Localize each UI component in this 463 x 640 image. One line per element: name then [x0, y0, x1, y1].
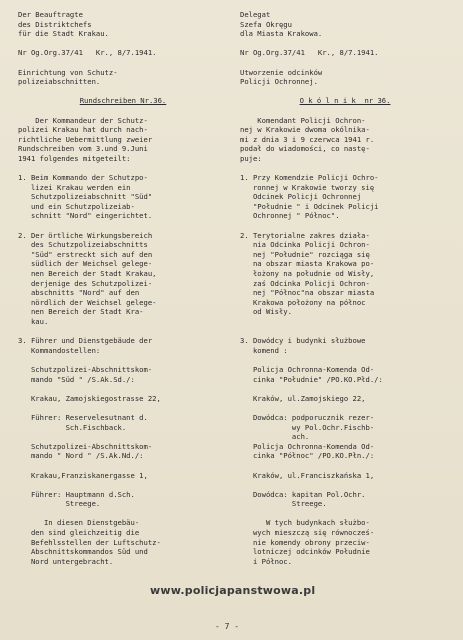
text-line: nej w Krakowie dwoma okólnika-: [240, 125, 370, 135]
text-line: cinka "Południe" /PO.KO.Płd./:: [240, 374, 383, 384]
text-line: na obszar miasta Krakowa po-: [240, 259, 375, 269]
text-line: Odcinek Policji Ochronnej: [240, 192, 362, 202]
polish-column: [240, 10, 450, 566]
text-line: Einrichtung von Schutz-: [18, 67, 118, 77]
text-line: nej "Północ"na obszar miasta: [240, 288, 375, 298]
text-line: Streege.: [18, 499, 101, 509]
text-line: [240, 58, 450, 68]
text-line: und ein Schutzpolizeiab-: [18, 201, 135, 211]
text-line: cinka "Północ" /PO.KO.Płn./:: [240, 451, 375, 461]
text-line: mi z dnia 3 i 9 czerwca 1941 r.: [240, 134, 375, 144]
text-line: [18, 384, 228, 394]
text-line: Krakau,Franziskanergasse 1,: [18, 470, 148, 480]
text-line: abschnitts "Nord" auf den: [18, 288, 140, 298]
text-line: lotniczej odcinków Południe: [240, 547, 370, 557]
text-line: Nr Og.Org.37/41 Kr., 8/7.1941.: [240, 48, 379, 58]
text-line: [18, 355, 228, 365]
text-line: [240, 480, 450, 490]
text-line: kau.: [18, 317, 49, 326]
text-line: polizeiabschnitten.: [18, 77, 101, 87]
text-line: Nr Og.Org.37/41 Kr., 8/7.1941.: [18, 48, 157, 58]
text-line: 2. Der örtliche Wirkungsbereich: [18, 230, 153, 240]
text-line: [240, 461, 450, 471]
text-line: mando "Süd " /S.Ak.Sd./:: [18, 374, 135, 384]
text-line: [18, 509, 228, 519]
text-line: Policja Ochronna-Komenda Od-: [240, 364, 375, 374]
text-line: Schutzpolizeiabschnitt "Süd": [18, 192, 153, 202]
text-line: [240, 87, 450, 97]
text-line: dla Miasta Krakowa.: [240, 29, 323, 39]
text-line: Nord untergebracht.: [18, 556, 114, 566]
text-line: Rundschreiben Nr.36.: [79, 96, 167, 106]
text-line: schnitt "Nord" eingerichtet.: [18, 211, 153, 221]
text-line: Abschnittskommandos Süd und: [18, 547, 148, 557]
text-line: Ochronnej " Północ".: [240, 211, 340, 221]
text-line: [240, 39, 450, 49]
text-line: W tych budynkach służbo-: [240, 518, 370, 528]
text-line: nen Bereich der Stadt Kra-: [18, 307, 144, 317]
text-line: Der Kommandeur der Schutz-: [18, 115, 148, 125]
text-line: [18, 461, 228, 471]
text-line: wych mieszczą się równocześ-: [240, 528, 375, 538]
text-line: richtliche Uebermittlung zweier: [18, 134, 153, 144]
text-line: des Distriktchefs: [18, 19, 92, 29]
text-line: i Północ.: [240, 556, 292, 566]
text-line: nia Odcinka Policji Ochron-: [240, 240, 370, 250]
watermark-text: www.policjapanstwowa.pl: [150, 584, 316, 597]
text-line: [240, 327, 450, 337]
text-line: Szefa Okręgu: [240, 19, 292, 29]
text-line: [18, 327, 228, 337]
text-line: Policja Ochronna-Komenda Od-: [240, 441, 375, 451]
text-line: Rundschreiben vom 3.und 9.Juni: [18, 144, 148, 154]
text-line: [18, 403, 228, 413]
text-line: [240, 317, 450, 327]
text-line: Kraków, ul.Zamojskiego 22,: [240, 393, 366, 403]
text-line: In diesen Dienstgebäu-: [18, 518, 140, 528]
text-line: 1941 folgendes mitgeteilt:: [18, 153, 131, 163]
text-line: Dowódca: podporucznik rezer-: [240, 412, 375, 422]
text-line: [240, 403, 450, 413]
text-line: nej "Południe" rozciąga się: [240, 249, 370, 259]
text-line: Krakau, Zamojskiegostrasse 22,: [18, 393, 161, 403]
text-line: [240, 164, 450, 174]
text-line: nen Bereich der Stadt Krakau,: [18, 269, 157, 279]
text-line: [240, 355, 450, 365]
text-line: od Wisły.: [240, 307, 292, 317]
text-line: des Schutzpolizeiabschnitts: [18, 240, 148, 250]
text-line: lizei Krakau werden ein: [18, 182, 131, 192]
text-line: Kraków, ul.Franciszkańska 1,: [240, 470, 375, 480]
text-line: 2. Terytorialne zakres działa-: [240, 230, 370, 240]
text-line: ronnej w Krakowie tworzy się: [240, 182, 375, 192]
text-line: [18, 221, 228, 231]
text-line: [18, 480, 228, 490]
text-line: zaś Odcinka Policji Ochron-: [240, 278, 370, 288]
text-line: "Południe " i Odcinek Policji: [240, 201, 379, 211]
text-line: nie komendy obrony przeciw-: [240, 537, 370, 547]
text-line: Kommandostellen:: [18, 345, 101, 355]
text-line: O k ó l n i k nr 36.: [299, 96, 391, 106]
text-line: komend :: [240, 345, 288, 355]
text-line: [18, 58, 228, 68]
text-line: łożony na południe od Wisły,: [240, 269, 375, 279]
text-line: nördlich der Weichsel gelege-: [18, 297, 157, 307]
text-line: [18, 432, 228, 442]
text-line: Dowódca: kapitan Pol.Ochr.: [240, 489, 366, 499]
text-line: puje:: [240, 153, 262, 163]
text-line: für die Stadt Krakau.: [18, 29, 109, 39]
text-line: Delegat: [240, 10, 271, 19]
text-line: Schutzpolizei-Abschnittskom-: [18, 364, 153, 374]
text-line: Krakowa położony na północ: [240, 297, 366, 307]
text-line: [240, 384, 450, 394]
text-line: 3. Führer und Dienstgebäude der: [18, 336, 153, 346]
text-line: 3. Dowódcy i budynki służbowe: [240, 336, 366, 346]
text-line: [18, 39, 228, 49]
text-line: südlich der Weichsel gelege-: [18, 259, 153, 269]
text-line: derjenige des Schutzpolizei-: [18, 278, 153, 288]
text-line: 1. Beim Kommando der Schutzpo-: [18, 173, 148, 183]
text-line: Komendant Policji Ochron-: [240, 115, 366, 125]
text-line: [240, 221, 450, 231]
text-line: Führer: Reservelesutnant d.: [18, 412, 148, 422]
text-line: [240, 106, 450, 116]
text-line: [18, 87, 228, 97]
text-line: [18, 164, 228, 174]
text-line: podał do wiadomości, co nastę-: [240, 144, 370, 154]
german-column: [18, 10, 228, 566]
page-number: - 7 -: [215, 622, 240, 631]
text-line: Schutzpolizei-Abschnittskom-: [18, 441, 153, 451]
text-line: "Süd" erstreckt sich auf den: [18, 249, 153, 259]
text-line: Führer: Hauptmann d.Sch.: [18, 489, 135, 499]
text-line: Der Beauftragte: [18, 10, 83, 19]
text-line: Sch.Fischback.: [18, 422, 127, 432]
text-line: Utworzenie odcinków: [240, 67, 323, 77]
text-line: [240, 509, 450, 519]
text-line: Befehlsstellen der Luftschutz-: [18, 537, 161, 547]
text-line: Policji Ochronnej.: [240, 77, 318, 87]
text-line: den sind gleichzeitig die: [18, 528, 140, 538]
text-line: Streege.: [240, 499, 327, 509]
text-line: polizei Krakau hat durch nach-: [18, 125, 148, 135]
text-line: ach.: [240, 432, 310, 442]
text-line: wy Pol.Ochr.Fischb-: [240, 422, 375, 432]
text-line: mando " Nord " /S.Ak.Nd./:: [18, 451, 144, 461]
text-line: [18, 106, 228, 116]
text-line: 1. Przy Komendzie Policji Ochro-: [240, 173, 379, 183]
